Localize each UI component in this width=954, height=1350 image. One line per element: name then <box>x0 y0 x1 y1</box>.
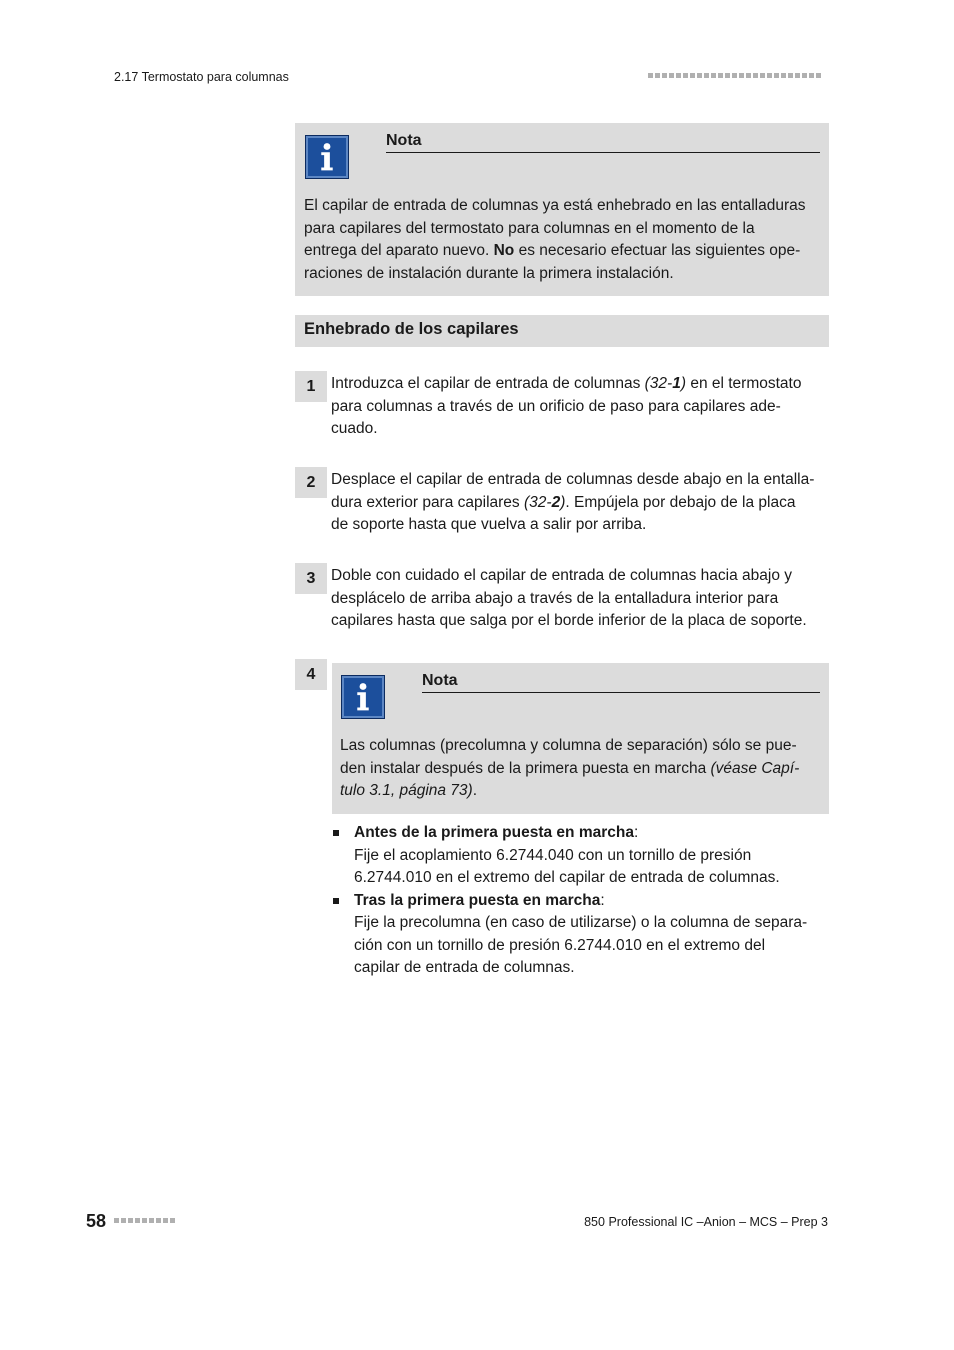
step-number: 2 <box>295 467 327 498</box>
note-title: Nota <box>386 132 820 153</box>
step-number: 1 <box>295 371 327 402</box>
note-body: El capilar de entrada de columnas ya está enhebrado en las entalladuras para capilares del termostato para columnas en el momento de la entrega del aparato nuevo. No es necesario efectuar las siguientes ope- raciones de instalación durante la primera instalación. <box>304 197 806 282</box>
footer-decorative-dots <box>114 1218 175 1223</box>
step-text: Doble con cuidado el capilar de entrada de columnas hacia abajo y desplácelo de arriba abajo a través de la entalladura interior para capilares hasta que salga por el borde inferior de la placa de soporte. <box>331 567 807 629</box>
figure-reference: (32-2) <box>524 493 566 511</box>
figure-reference: (32-1) <box>644 375 687 392</box>
page-number: 58 <box>86 1211 107 1231</box>
list-item: Antes de la primera puesta en marcha: Fije el acoplamiento 6.2744.040 con un tornillo de presión 6.2744.010 en el extremo del capilar de entrada de columnas. <box>333 822 823 890</box>
running-header-section: 2.17 Termostato para columnas <box>114 70 289 84</box>
step-number: 3 <box>295 563 327 594</box>
info-icon <box>305 135 349 179</box>
step-number: 4 <box>295 659 327 690</box>
step-text: Desplace el capilar de entrada de columnas desde abajo en la entalla- dura exterior para capilares (32-2). Empújela por debajo de la placa de soporte hasta que vuelva a salir por arriba. <box>331 471 815 533</box>
header-decorative-dots <box>648 73 821 78</box>
bullet-square-icon <box>333 830 339 836</box>
note-title: Nota <box>422 672 820 693</box>
section-title: Enhebrado de los capilares <box>304 320 519 338</box>
note-box <box>332 663 829 814</box>
section-heading-bar <box>295 315 829 347</box>
cross-reference: tulo 3.1, página 73) <box>340 782 473 799</box>
info-icon <box>341 675 385 719</box>
note-box <box>295 123 829 296</box>
footer-document-title: 850 Professional IC –Anion – MCS – Prep 3 <box>584 1215 828 1229</box>
note-body: Las columnas (precolumna y columna de separación) sólo se pue- den instalar después de la primera puesta en marcha (véase Capí- tulo 3.1, página 73). <box>340 737 800 799</box>
bullet-list <box>333 822 823 980</box>
emphasis-no: No <box>493 242 515 259</box>
step-text: Introduzca el capilar de entrada de columnas (32-1) en el termostato para columnas a través de un orificio de paso para capilares ade- cuado. <box>331 375 802 437</box>
list-item: Tras la primera puesta en marcha: Fije la precolumna (en caso de utilizarse) o la columna de separa- ción con un tornillo de presión 6.2744.010 en el extremo del capilar de entrada de columnas. <box>333 890 823 980</box>
bullet-square-icon <box>333 898 339 904</box>
